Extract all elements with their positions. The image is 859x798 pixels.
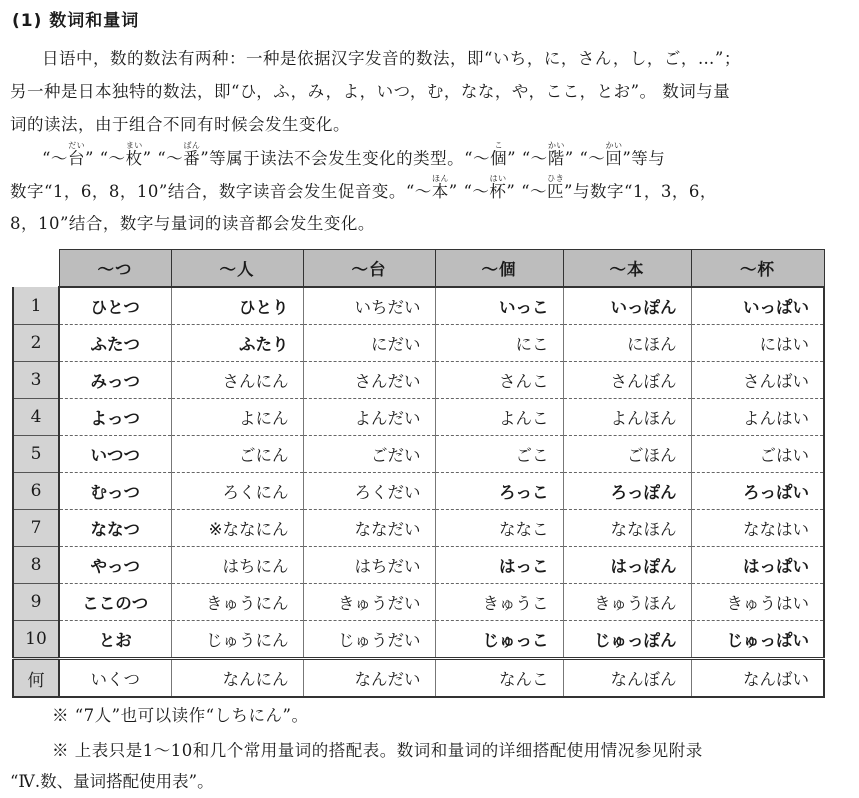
row-label: 4 bbox=[13, 399, 59, 436]
table-cell: なんこ bbox=[435, 659, 563, 698]
table-cell: よんだい bbox=[303, 399, 435, 436]
table-cell: なんぼん bbox=[563, 659, 691, 698]
ruby-hai: 杯はい bbox=[489, 174, 507, 201]
ruby-kai: 階かい bbox=[547, 141, 565, 168]
table-cell: さんぼん bbox=[563, 362, 691, 399]
table-cell: むっつ bbox=[59, 473, 171, 510]
table-cell: なんにん bbox=[171, 659, 303, 698]
column-header: ～人 bbox=[171, 250, 303, 288]
table-cell: はちだい bbox=[303, 547, 435, 584]
table-row bbox=[13, 287, 824, 325]
table-cell: さんだい bbox=[303, 362, 435, 399]
table-cell: じゅっこ bbox=[435, 621, 563, 659]
table-cell: よんこ bbox=[435, 399, 563, 436]
table-cell: やっつ bbox=[59, 547, 171, 584]
table-cell: ななだい bbox=[303, 510, 435, 547]
table-cell: きゅうほん bbox=[563, 584, 691, 621]
counter-line-3: 8，10”结合，数字与量词的读音都会发生变化。 bbox=[10, 214, 375, 233]
text-fragment: ” “～ bbox=[506, 182, 548, 201]
table-header-row bbox=[13, 250, 824, 288]
table-cell: ななつ bbox=[59, 510, 171, 547]
corner-cell bbox=[13, 250, 59, 288]
text-fragment: ”与数字“1，3，6， bbox=[564, 182, 717, 201]
table-cell: とお bbox=[59, 621, 171, 659]
table-cell: はっぱい bbox=[691, 547, 824, 584]
table-cell: いっぱい bbox=[691, 287, 824, 325]
table-cell: さんにん bbox=[171, 362, 303, 399]
table-cell: じゅうにん bbox=[171, 621, 303, 659]
table-cell: いちだい bbox=[303, 287, 435, 325]
table-cell: にこ bbox=[435, 325, 563, 362]
table-row bbox=[13, 547, 824, 584]
table-cell: ろっぱい bbox=[691, 473, 824, 510]
row-label: 10 bbox=[13, 621, 59, 659]
table-cell: じゅうだい bbox=[303, 621, 435, 659]
table-cell: ろっぽん bbox=[563, 473, 691, 510]
table-cell: ごほん bbox=[563, 436, 691, 473]
text-fragment: ”等属于读法不会发生变化的类型。“～ bbox=[200, 149, 491, 168]
row-label: 5 bbox=[13, 436, 59, 473]
table-cell: はっこ bbox=[435, 547, 563, 584]
text-fragment: ” “～ bbox=[448, 182, 490, 201]
table-row bbox=[13, 325, 824, 362]
counter-line-2 bbox=[10, 174, 840, 207]
table-cell: いっこ bbox=[435, 287, 563, 325]
row-label: 1 bbox=[13, 287, 59, 325]
table-cell: よっつ bbox=[59, 399, 171, 436]
text-fragment: “～ bbox=[42, 149, 68, 168]
table-cell: よんはい bbox=[691, 399, 824, 436]
table-cell: なんだい bbox=[303, 659, 435, 698]
ruby-ban: 番ばん bbox=[183, 141, 201, 168]
table-row bbox=[13, 399, 824, 436]
intro-line-3: 词的读法，由于组合不同有时候会发生变化。 bbox=[10, 115, 350, 134]
text-fragment: ” “～ bbox=[142, 149, 184, 168]
table-cell: きゅうにん bbox=[171, 584, 303, 621]
table-cell: よにん bbox=[171, 399, 303, 436]
footnote-2-continued: “Ⅳ.数、量词搭配使用表”。 bbox=[10, 772, 214, 791]
table-cell: ろくだい bbox=[303, 473, 435, 510]
table-cell: ふたり bbox=[171, 325, 303, 362]
table-cell: ななはい bbox=[691, 510, 824, 547]
table-cell: ごにん bbox=[171, 436, 303, 473]
counter-line-1 bbox=[10, 141, 840, 174]
row-label: 2 bbox=[13, 325, 59, 362]
table-cell: きゅうはい bbox=[691, 584, 824, 621]
table-cell: にはい bbox=[691, 325, 824, 362]
table-cell: ふたつ bbox=[59, 325, 171, 362]
intro-paragraph bbox=[10, 42, 840, 141]
table-cell: いっぽん bbox=[563, 287, 691, 325]
text-fragment: ”等与 bbox=[622, 149, 666, 168]
column-header: ～杯 bbox=[691, 250, 824, 288]
ruby-dai: 台だい bbox=[67, 141, 85, 168]
column-header: ～つ bbox=[59, 250, 171, 288]
table-cell: じゅっぽん bbox=[563, 621, 691, 659]
row-label: 9 bbox=[13, 584, 59, 621]
column-header: ～台 bbox=[303, 250, 435, 288]
intro-line-1: 日语中，数的数法有两种：一种是依据汉字发音的数法，即“いち，に，さん，し，ご，…”； bbox=[42, 49, 741, 68]
table-row bbox=[13, 473, 824, 510]
table-cell: はっぽん bbox=[563, 547, 691, 584]
table-cell: いくつ bbox=[59, 659, 171, 698]
column-header: ～個 bbox=[435, 250, 563, 288]
table-cell: ごはい bbox=[691, 436, 824, 473]
column-header: ～本 bbox=[563, 250, 691, 288]
table-cell: ひとつ bbox=[59, 287, 171, 325]
text-fragment: ” “～ bbox=[507, 149, 548, 168]
table-row bbox=[13, 436, 824, 473]
footnote-1: ※ “7人”也可以读作“しちにん”。 bbox=[52, 706, 309, 725]
row-label: 7 bbox=[13, 510, 59, 547]
text-fragment: ” “～ bbox=[84, 149, 126, 168]
ruby-kai2: 回かい bbox=[605, 141, 623, 168]
table-cell: にほん bbox=[563, 325, 691, 362]
row-label: 何 bbox=[13, 659, 59, 698]
table-cell: ろくにん bbox=[171, 473, 303, 510]
table-cell: よんほん bbox=[563, 399, 691, 436]
ruby-mai: 枚まい bbox=[125, 141, 143, 168]
row-label: 3 bbox=[13, 362, 59, 399]
table-cell: ろっこ bbox=[435, 473, 563, 510]
table-row bbox=[13, 510, 824, 547]
table-cell: じゅっぱい bbox=[691, 621, 824, 659]
table-cell: ここのつ bbox=[59, 584, 171, 621]
ruby-ko: 個こ bbox=[490, 141, 508, 168]
table-cell: ※ななにん bbox=[171, 510, 303, 547]
ruby-hon: 本ほん bbox=[431, 174, 449, 201]
table-cell: はちにん bbox=[171, 547, 303, 584]
intro-line-2: 另一种是日本独特的数法，即“ひ，ふ，み，よ，いつ，む，なな，や，ここ，とお”。 数词与量 bbox=[10, 82, 731, 101]
table-row bbox=[13, 584, 824, 621]
text-fragment: 数字“1，6，8，10”结合，数字读音会发生促音变。“～ bbox=[10, 182, 432, 201]
row-label: 6 bbox=[13, 473, 59, 510]
counter-paragraph bbox=[10, 141, 840, 240]
table-cell: ななこ bbox=[435, 510, 563, 547]
table-cell: ななほん bbox=[563, 510, 691, 547]
table-cell: きゅうだい bbox=[303, 584, 435, 621]
table-row bbox=[13, 621, 824, 659]
table-cell: いつつ bbox=[59, 436, 171, 473]
counter-reading-table bbox=[12, 249, 825, 698]
ruby-hiki: 匹ひき bbox=[547, 174, 565, 201]
table-cell: ごだい bbox=[303, 436, 435, 473]
table-cell: にだい bbox=[303, 325, 435, 362]
table-cell: さんこ bbox=[435, 362, 563, 399]
table-cell: ひとり bbox=[171, 287, 303, 325]
footnote-2: ※ 上表只是1～10和几个常用量词的搭配表。数词和量词的详细搭配使用情况参见附录 bbox=[52, 741, 703, 760]
section-heading: (1) 数词和量词 bbox=[12, 11, 140, 31]
table-cell: なんばい bbox=[691, 659, 824, 698]
table-cell: ごこ bbox=[435, 436, 563, 473]
table-row bbox=[13, 659, 824, 698]
table-row bbox=[13, 362, 824, 399]
table-cell: さんばい bbox=[691, 362, 824, 399]
text-fragment: ” “～ bbox=[564, 149, 606, 168]
row-label: 8 bbox=[13, 547, 59, 584]
table-cell: きゅうこ bbox=[435, 584, 563, 621]
table-cell: みっつ bbox=[59, 362, 171, 399]
